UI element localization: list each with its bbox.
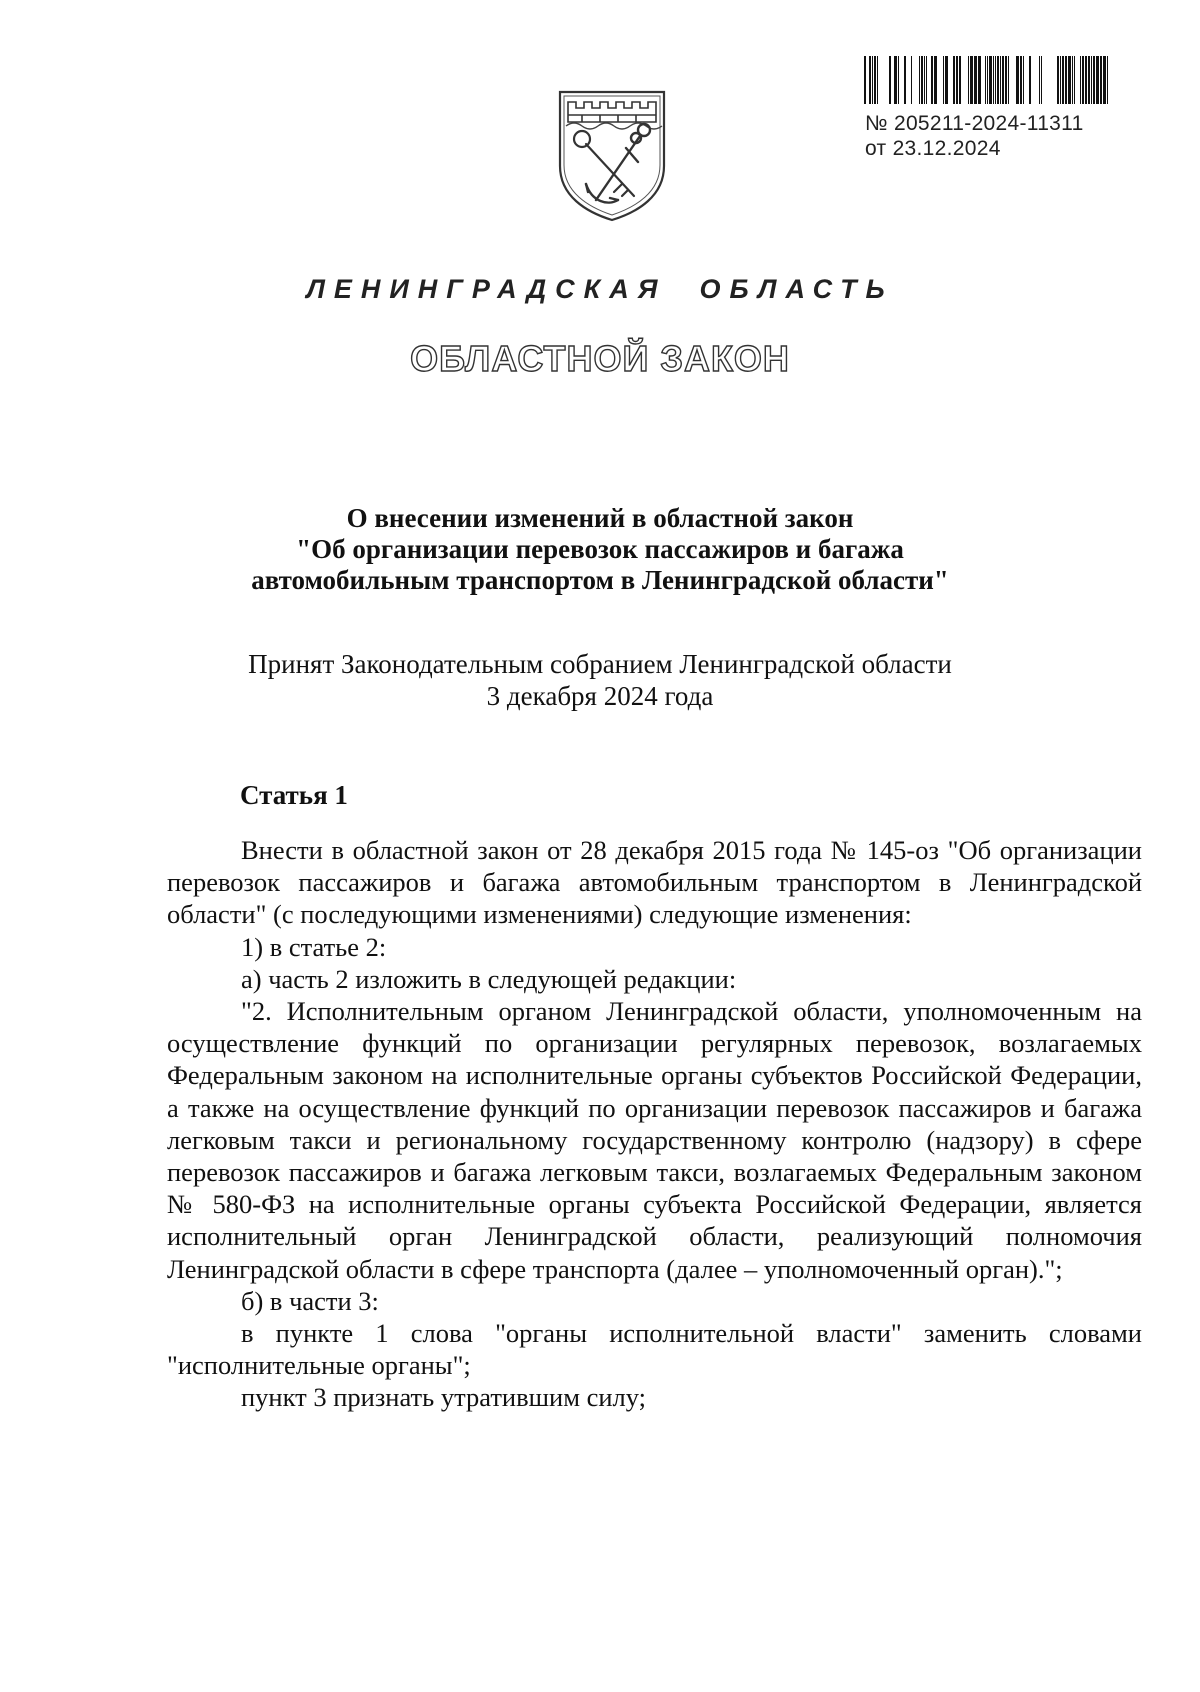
barcode-bar: [1023, 56, 1024, 104]
barcode-bar: [1074, 56, 1075, 104]
barcode-bar: [1039, 56, 1040, 104]
law-title-line: автомобильным транспортом в Ленинградской области": [251, 565, 949, 595]
barcode-bar: [1029, 56, 1031, 104]
registration-block: [865, 111, 1084, 161]
law-title-line: "Об организации перевозок пассажиров и багажа: [296, 534, 904, 564]
adoption-line: Принят Законодательным собранием Ленинградской области: [248, 649, 952, 679]
barcode-bar: [869, 56, 871, 104]
barcode-bar: [1065, 56, 1067, 104]
barcode-bar: [1041, 56, 1042, 104]
barcode-bar: [1085, 56, 1087, 104]
barcode-bar: [1016, 56, 1019, 104]
coat-of-arms-icon: [556, 88, 668, 224]
barcode-bar: [1000, 56, 1001, 104]
barcode-bar: [1060, 56, 1061, 104]
barcode-bar: [1091, 56, 1092, 104]
barcode-bar: [921, 56, 923, 104]
barcode-bar: [877, 56, 878, 104]
barcode-bar: [995, 56, 996, 104]
paragraph: б) в части 3:: [241, 1285, 379, 1316]
barcode-bar: [1103, 56, 1106, 104]
barcode: [862, 56, 1110, 104]
paragraph: пункт 3 признать утратившим силу;: [241, 1382, 647, 1413]
barcode-bar: [1072, 56, 1073, 104]
registration-number: № 205211-2024-11311: [865, 112, 1084, 135]
barcode-bar: [985, 56, 986, 104]
paragraph: а) часть 2 изложить в следующей редакции:: [241, 963, 737, 994]
law-title-line: О внесении изменений в областной закон: [346, 503, 854, 533]
barcode-bar: [997, 56, 999, 104]
barcode-bar: [934, 56, 937, 104]
paragraph: "2. Исполнительным органом Ленинградской области, уполномоченным на осуществление функций по организации регулярных перевозок, возлагаемых Федеральным законом на исполнительные органы субъектов Российской Федерации, а также на осуществление функций по организации перевозок пассажиров и багажа легковым такси и региональному государственному контролю (надзору) в сфере перевозок пассажиров и багажа легковым такси, возлагаемых Федеральным законом № 580-ФЗ на исполнительные органы субъекта Российской Федерации, является исполнительный орган Ленинградской области, реализующий полномочия Ленинградской области в сфере транспорта (далее – уполномоченный орган).";: [167, 996, 1142, 1284]
barcode-bar: [1057, 56, 1059, 104]
barcode-bar: [1100, 56, 1102, 104]
barcode-bar: [945, 56, 948, 104]
barcode-bar: [889, 56, 891, 104]
article-body: [167, 834, 1142, 1414]
barcode-bar: [1093, 56, 1095, 104]
paragraph: 1) в статье 2:: [241, 931, 387, 962]
adoption-note: [160, 648, 1040, 712]
article-heading: Статья 1: [240, 780, 348, 810]
barcode-bar: [904, 56, 906, 104]
barcode-bar: [931, 56, 933, 104]
barcode-bar: [993, 56, 994, 104]
barcode-bar: [919, 56, 920, 104]
paragraph: Внести в областной закон от 28 декабря 2015 года № 145-оз "Об организации перевозок пассажиров и багажа автомобильным транспортом в Ленинградской области" (с последующими изменениями) следующие изменения:: [167, 835, 1142, 930]
barcode-bar: [898, 56, 899, 104]
barcode-bar: [1005, 56, 1007, 104]
barcode-bar: [1002, 56, 1004, 104]
barcode-bar: [968, 56, 969, 104]
law-title: [160, 503, 1040, 596]
barcode-bar: [959, 56, 961, 104]
barcode-bar: [953, 56, 955, 104]
barcode-bar: [1020, 56, 1022, 104]
barcode-bar: [1107, 56, 1108, 104]
barcode-bar: [1062, 56, 1064, 104]
barcode-bar: [989, 56, 992, 104]
adoption-date: 3 декабря 2024 года: [486, 681, 714, 711]
barcode-bar: [1082, 56, 1084, 104]
barcode-bar: [978, 56, 981, 104]
barcode-bar: [874, 56, 876, 104]
barcode-bar: [924, 56, 925, 104]
region-name: ЛЕНИНГРАДСКАЯ ОБЛАСТЬ: [306, 274, 894, 304]
barcode-bar: [974, 56, 977, 104]
barcode-bar: [1088, 56, 1090, 104]
barcode-bar: [1080, 56, 1081, 104]
barcode-bar: [872, 56, 873, 104]
barcode-bar: [987, 56, 988, 104]
barcode-bar: [970, 56, 973, 104]
barcode-bar: [926, 56, 927, 104]
paragraph: в пункте 1 слова "органы исполнительной власти" заменить словами "исполнительные органы";: [167, 1318, 1142, 1381]
law-type: ОБЛАСТНОЙ ЗАКОН: [410, 338, 790, 379]
barcode-bar: [943, 56, 944, 104]
barcode-bar: [1068, 56, 1071, 104]
barcode-bar: [864, 56, 866, 104]
barcode-bar: [894, 56, 897, 104]
barcode-bar: [1008, 56, 1009, 104]
barcode-bar: [956, 56, 958, 104]
registration-date: от 23.12.2024: [865, 137, 1001, 160]
barcode-bar: [1096, 56, 1099, 104]
barcode-bar: [911, 56, 912, 104]
